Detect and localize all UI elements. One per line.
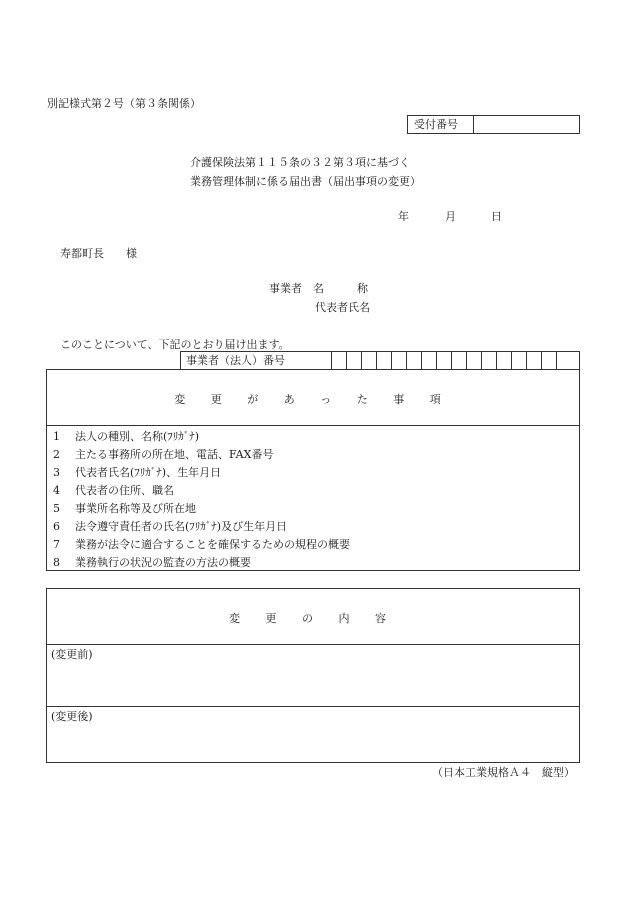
before-label: (変更前): [51, 648, 93, 661]
corp-number-label: 事業者（法人）番号: [186, 354, 285, 367]
footer-note: （日本工業規格Ａ４ 縦型）: [432, 766, 575, 779]
changed-item-number: 2: [53, 448, 60, 461]
changed-item-text: 主たる事務所の所在地、電話、FAX番号: [75, 448, 274, 461]
change-content-table: [46, 588, 580, 763]
corp-digit-cell: [556, 352, 557, 369]
change-content-divider: [47, 644, 579, 645]
changed-item-number: 1: [53, 430, 60, 443]
applicant-name-label: 事業者 名 称: [269, 282, 368, 295]
changed-item: [53, 467, 221, 478]
changed-item: [53, 485, 174, 496]
changed-item-text: 法人の種別、名称(ﾌﾘｶﾞﾅ): [75, 430, 200, 443]
corp-digit-cell: [346, 352, 347, 369]
changed-item-text: 法令遵守責任者の氏名(ﾌﾘｶﾞﾅ)及び生年月日: [75, 520, 288, 533]
corp-digit-cell: [451, 352, 452, 369]
corp-digit-cell: [496, 352, 497, 369]
corp-digit-cell: [466, 352, 467, 369]
corp-digit-cell: [391, 352, 392, 369]
after-label: (変更後): [51, 710, 93, 723]
corp-digit-cell: [436, 352, 437, 369]
changed-item: [53, 449, 273, 460]
changed-item-text: 代表者氏名(ﾌﾘｶﾞﾅ)、生年月日: [75, 466, 222, 479]
changed-item: [53, 521, 287, 532]
changed-item: [53, 557, 251, 568]
changed-items-header: 変 更 が あ っ た 事 項: [174, 393, 452, 406]
changed-item-text: 業務執行の状況の監査の方法の概要: [75, 556, 251, 569]
changed-item-number: 4: [53, 484, 60, 497]
date-day: 日: [491, 210, 502, 223]
changed-item-number: 7: [53, 538, 60, 551]
date-month: 月: [445, 210, 456, 223]
title-line-1: 介護保険法第１１５条の３２第３項に基づく: [190, 156, 410, 169]
applicant-rep-label: 代表者氏名: [315, 301, 370, 314]
form-code: 別記様式第２号（第３条関係）: [47, 97, 201, 110]
corp-number-row: [180, 351, 580, 370]
changed-items-divider: [47, 425, 579, 426]
changed-item: [53, 539, 350, 550]
title-line-2: 業務管理体制に係る届出書（届出事項の変更）: [190, 175, 421, 188]
receipt-divider: [473, 116, 474, 133]
corp-digit-cell: [511, 352, 512, 369]
changed-item-number: 3: [53, 466, 60, 479]
corp-digit-cell: [421, 352, 422, 369]
corp-digit-cell: [481, 352, 482, 369]
receipt-box: [407, 115, 580, 134]
corp-digit-cell: [526, 352, 527, 369]
changed-item-number: 8: [53, 556, 60, 569]
changed-item: [53, 503, 196, 514]
corp-digit-cell: [361, 352, 362, 369]
receipt-label: 受付番号: [414, 118, 458, 131]
changed-item: [53, 431, 199, 442]
date-year: 年: [398, 210, 409, 223]
intro-text: このことについて、下記のとおり届け出ます。: [60, 338, 290, 351]
corp-digit-cell: [406, 352, 407, 369]
change-content-header: 変 更 の 内 容: [229, 612, 397, 625]
corp-digit-cell: [376, 352, 377, 369]
before-after-divider: [47, 706, 579, 707]
changed-item-text: 代表者の住所、職名: [75, 484, 174, 497]
corp-number-divider: [331, 352, 332, 369]
changed-item-number: 6: [53, 520, 60, 533]
changed-item-text: 事業所名称等及び所在地: [75, 502, 196, 515]
changed-item-text: 業務が法令に適合することを確保するための規程の概要: [75, 538, 350, 551]
changed-item-number: 5: [53, 502, 60, 515]
addressee: 寿都町長 様: [60, 247, 137, 260]
corp-digit-cell: [541, 352, 542, 369]
